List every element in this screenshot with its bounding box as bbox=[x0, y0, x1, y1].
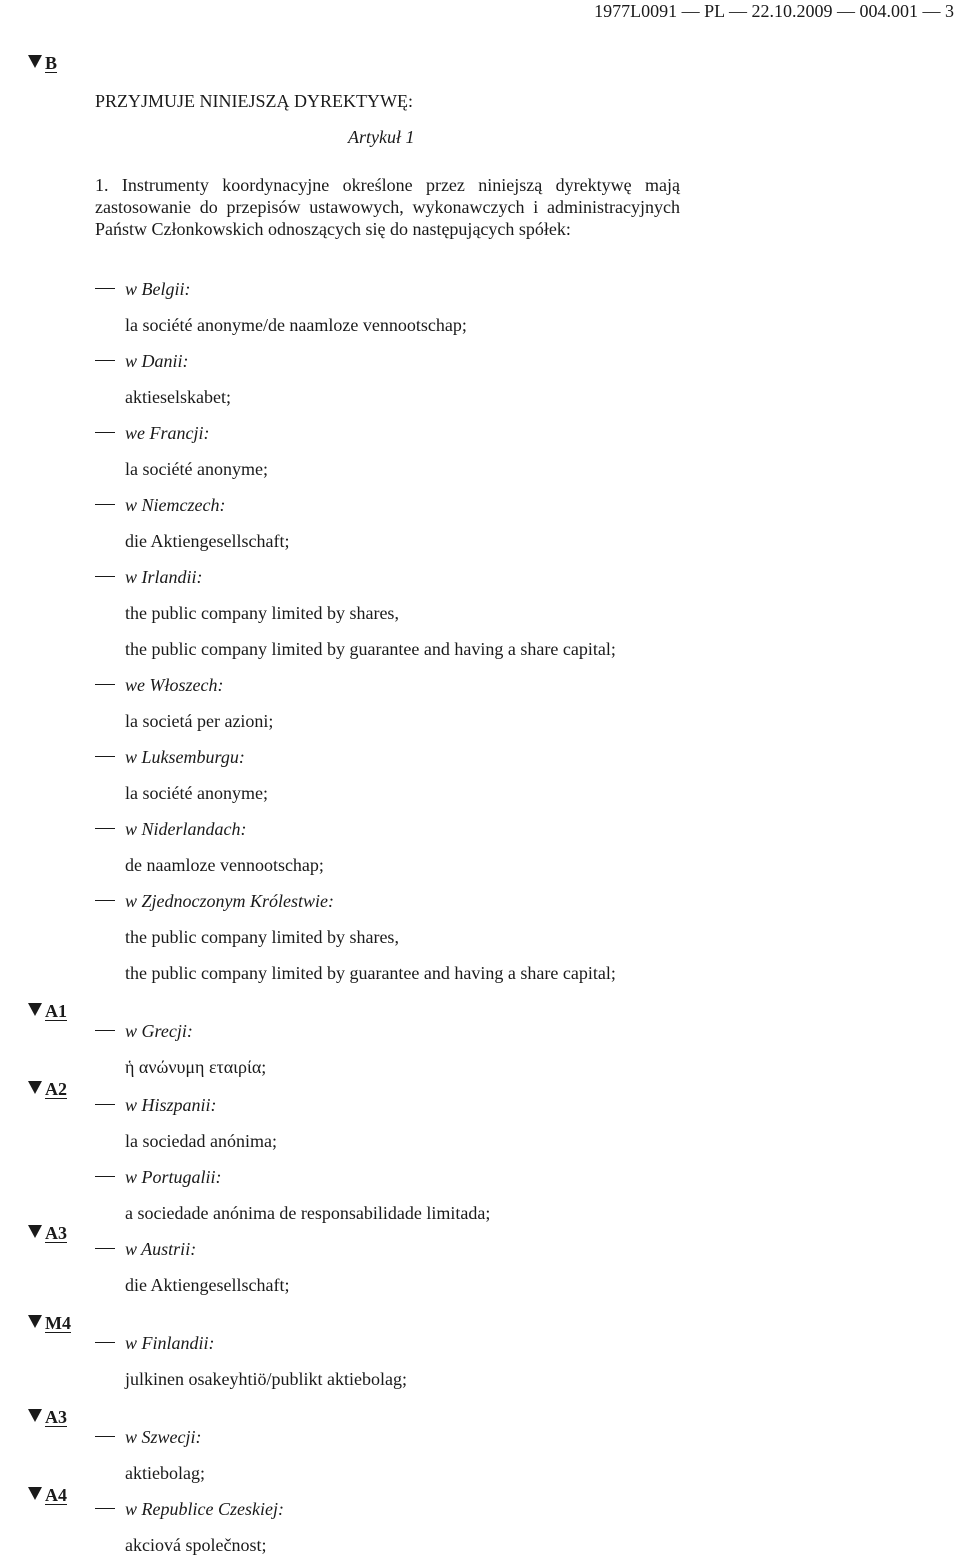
triangle-down-icon bbox=[28, 1003, 42, 1016]
country-denmark: w Danii: bbox=[95, 350, 189, 372]
triangle-down-icon bbox=[28, 1225, 42, 1238]
dash-icon bbox=[95, 1436, 115, 1437]
amendment-marker-m4: M4 bbox=[28, 1312, 71, 1334]
amendment-marker-a4: A4 bbox=[28, 1484, 67, 1506]
entity-italy: la societá per azioni; bbox=[125, 711, 274, 731]
country-czech-republic: w Republice Czeskiej: bbox=[95, 1498, 284, 1520]
country-portugal: w Portugalii: bbox=[95, 1166, 222, 1188]
triangle-down-icon bbox=[28, 1487, 42, 1500]
country-united-kingdom: w Zjednoczonym Królestwie: bbox=[95, 890, 334, 912]
triangle-down-icon bbox=[28, 55, 42, 68]
dash-icon bbox=[95, 900, 115, 901]
country-ireland: w Irlandii: bbox=[95, 566, 203, 588]
country-netherlands: w Niderlandach: bbox=[95, 818, 247, 840]
dash-icon bbox=[95, 828, 115, 829]
triangle-down-icon bbox=[28, 1409, 42, 1422]
country-belgium: w Belgii: bbox=[95, 278, 191, 300]
amendment-marker-a3-second: A3 bbox=[28, 1406, 67, 1428]
dash-icon bbox=[95, 1508, 115, 1509]
country-luxembourg: w Luksemburgu: bbox=[95, 746, 245, 768]
entity-ireland-1: the public company limited by shares, bbox=[125, 603, 399, 623]
country-finland: w Finlandii: bbox=[95, 1332, 215, 1354]
dash-icon bbox=[95, 756, 115, 757]
dash-icon bbox=[95, 1342, 115, 1343]
intro-line: PRZYJMUJE NINIEJSZĄ DYREKTYWĘ: bbox=[95, 91, 413, 111]
entity-denmark: aktieselskabet; bbox=[125, 387, 231, 407]
entity-belgium: la société anonyme/de naamloze vennootschap; bbox=[125, 315, 467, 335]
dash-icon bbox=[95, 1030, 115, 1031]
country-austria: w Austrii: bbox=[95, 1238, 196, 1260]
country-italy: we Włoszech: bbox=[95, 674, 223, 696]
article-title: Artykuł 1 bbox=[348, 127, 415, 147]
amendment-marker-a3: A3 bbox=[28, 1222, 67, 1244]
entity-czech-republic: akciová společnost; bbox=[125, 1535, 267, 1555]
entity-sweden: aktiebolag; bbox=[125, 1463, 205, 1483]
dash-icon bbox=[95, 288, 115, 289]
amendment-marker-b: B bbox=[28, 52, 57, 74]
entity-united-kingdom-1: the public company limited by shares, bbox=[125, 927, 399, 947]
article-paragraph: 1. Instrumenty koordynacyjne określone przez niniejszą dyrektywę mają zastosowanie do przepisów ustawowych, wykonawczych i administracyjnych Państw Członkowskich odnoszących się do następujących spółek: bbox=[95, 175, 680, 239]
entity-greece: ἡ ανώνυμη εταιρία; bbox=[125, 1057, 267, 1077]
triangle-down-icon bbox=[28, 1081, 42, 1094]
entity-portugal: a sociedade anónima de responsabilidade limitada; bbox=[125, 1203, 491, 1223]
entity-united-kingdom-2: the public company limited by guarantee and having a share capital; bbox=[125, 963, 616, 983]
document-header: 1977L0091 — PL — 22.10.2009 — 004.001 — 3 bbox=[594, 1, 954, 21]
country-greece: w Grecji: bbox=[95, 1020, 193, 1042]
entity-finland: julkinen osakeyhtiö/publikt aktiebolag; bbox=[125, 1369, 407, 1389]
dash-icon bbox=[95, 1176, 115, 1177]
entity-spain: la sociedad anónima; bbox=[125, 1131, 277, 1151]
dash-icon bbox=[95, 1104, 115, 1105]
entity-ireland-2: the public company limited by guarantee and having a share capital; bbox=[125, 639, 616, 659]
entity-austria: die Aktiengesellschaft; bbox=[125, 1275, 290, 1295]
entity-netherlands: de naamloze vennootschap; bbox=[125, 855, 324, 875]
amendment-marker-a1: A1 bbox=[28, 1000, 67, 1022]
dash-icon bbox=[95, 360, 115, 361]
triangle-down-icon bbox=[28, 1315, 42, 1328]
dash-icon bbox=[95, 432, 115, 433]
amendment-marker-a2: A2 bbox=[28, 1078, 67, 1100]
dash-icon bbox=[95, 1248, 115, 1249]
country-sweden: w Szwecji: bbox=[95, 1426, 202, 1448]
country-germany: w Niemczech: bbox=[95, 494, 225, 516]
dash-icon bbox=[95, 504, 115, 505]
entity-luxembourg: la société anonyme; bbox=[125, 783, 268, 803]
entity-germany: die Aktiengesellschaft; bbox=[125, 531, 290, 551]
dash-icon bbox=[95, 684, 115, 685]
country-spain: w Hiszpanii: bbox=[95, 1094, 217, 1116]
entity-france: la société anonyme; bbox=[125, 459, 268, 479]
dash-icon bbox=[95, 576, 115, 577]
country-france: we Francji: bbox=[95, 422, 209, 444]
